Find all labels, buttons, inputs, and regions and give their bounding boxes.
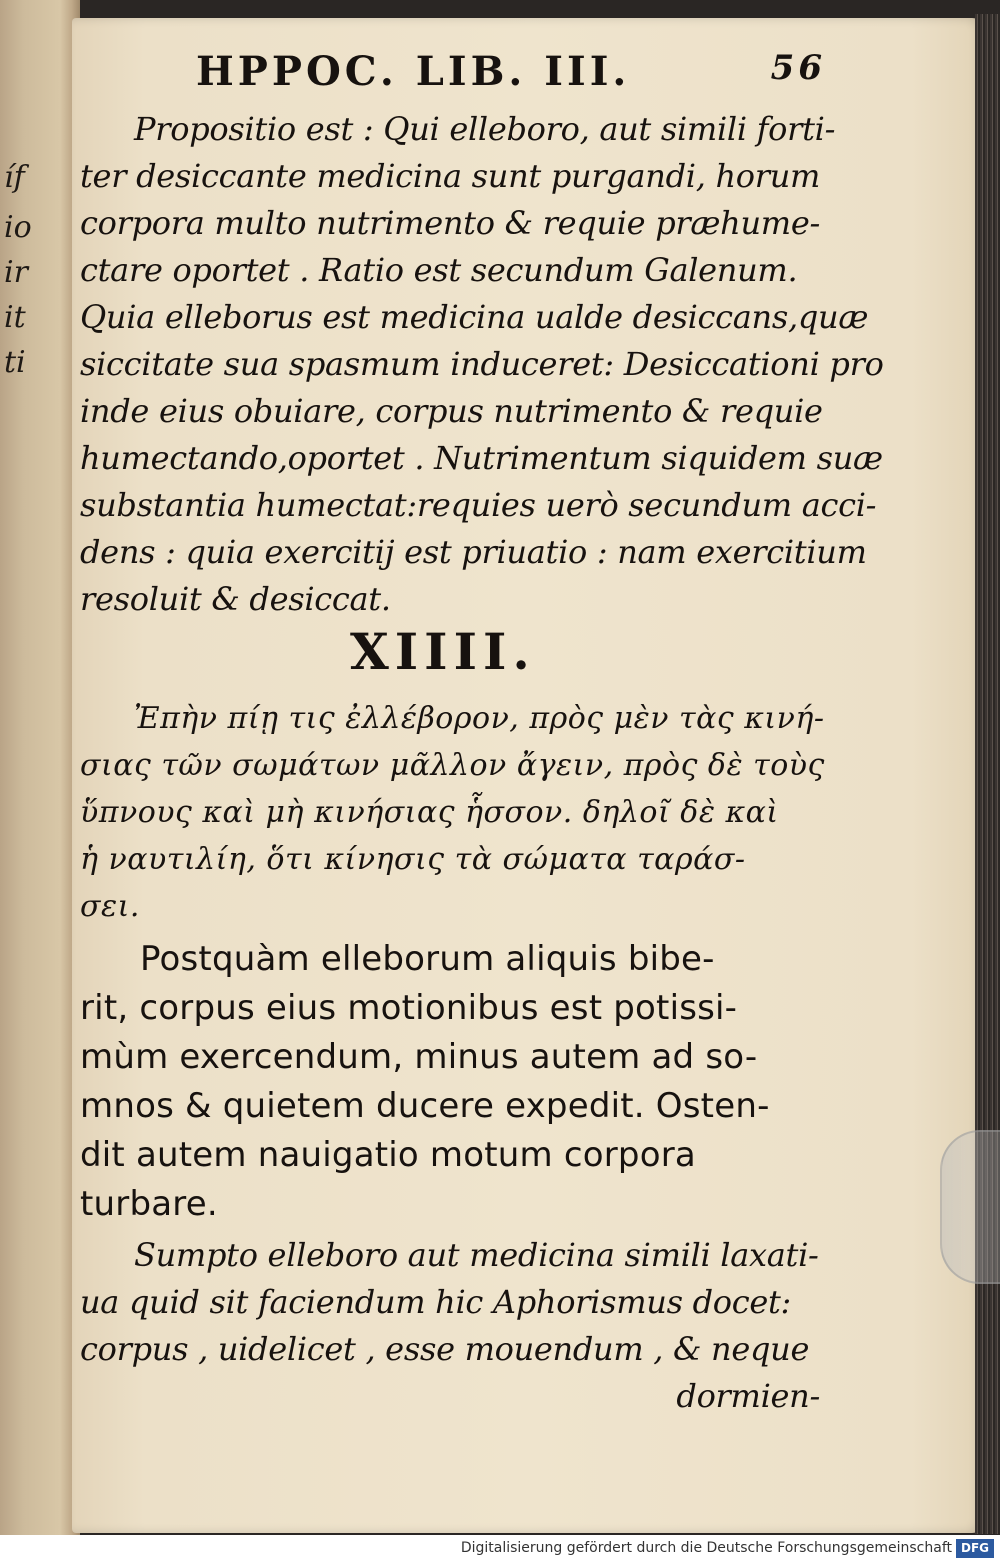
text-line: humectando,oportet . Nutrimentum siquidem suæ: [80, 439, 883, 477]
catchword: dormien-: [676, 1377, 820, 1415]
page-block-edges: [975, 14, 1000, 1534]
latin-translation: [80, 935, 820, 1229]
running-head: [196, 48, 826, 108]
text-line: mnos & quietem ducere expedit. Osten-: [80, 1086, 770, 1126]
text-line: resoluit & desiccat.: [80, 580, 391, 618]
text-line: siccitate sua spasmum induceret: Desiccationi pro: [80, 345, 884, 383]
funding-notice: Digitalisierung gefördert durch die Deutsche Forschungsgemeinschaft: [460, 1540, 952, 1556]
page-number: 56: [770, 48, 826, 88]
text-line: inde eius obuiare, corpus nutrimento & requie: [80, 392, 823, 430]
text-line: Postquàm elleborum aliquis bibe-: [140, 939, 715, 979]
text-line: mùm exercendum, minus autem ad so-: [80, 1037, 758, 1077]
facing-page-fragment: it: [4, 300, 26, 335]
text-line: ua quid sit faciendum hic Aphorismus docet:: [80, 1283, 792, 1321]
text-line: dens : quia exercitij est priuatio : nam exercitium: [80, 533, 867, 571]
text-line: ctare oportet . Ratio est secundum Galenum.: [80, 251, 798, 289]
text-line: Propositio est : Qui elleboro, aut simili forti-: [134, 110, 836, 148]
text-line: turbare.: [80, 1184, 218, 1224]
text-line: σει.: [80, 889, 140, 924]
text-line: ter desiccante medicina sunt purgandi, horum: [80, 157, 821, 195]
text-line: rit, corpus eius motionibus est potissi-: [80, 988, 738, 1028]
aphorism-number: XIIII.: [350, 622, 536, 681]
text-line: corpus , uidelicet , esse mouendum , & neque: [80, 1330, 810, 1368]
facing-page-fragment: io: [4, 210, 32, 245]
commentary-paragraph-1: [80, 106, 884, 623]
text-line: Sumpto elleboro aut medicina simili laxati-: [134, 1236, 819, 1274]
text-line: σιας τῶν σωμάτων μᾶλλον ἄγειν, πρὸς δὲ τοὺς: [80, 748, 825, 783]
text-line: dit autem nauigatio motum corpora: [80, 1135, 696, 1175]
text-line: corpora multo nutrimento & requie præhume-: [80, 204, 820, 242]
dfg-logo: DFG: [956, 1539, 994, 1558]
page-clip: [940, 1130, 1000, 1284]
commentary-paragraph-2: [80, 1232, 820, 1420]
facing-page-fragment: ir: [4, 255, 28, 290]
facing-page-fragment: íf: [4, 160, 25, 195]
facing-page-fragment: ti: [4, 345, 26, 380]
greek-aphorism: [80, 695, 825, 930]
text-line: ἡ ναυτιλίη, ὅτι κίνησις τὰ σώματα ταράσ-: [80, 842, 746, 877]
text-line: Quia elleborus est medicina ualde desiccans,quæ: [80, 298, 869, 336]
text-line: Ἐπὴν πίῃ τις ἐλλέβορον, πρὸς μὲν τὰς κινή-: [134, 701, 825, 736]
running-title: HPPOC. LIB. III.: [196, 48, 631, 95]
digitization-footer: [0, 1535, 1000, 1562]
text-line: ὕπνους καὶ μὴ κινήσιας ἧσσον. δηλοῖ δὲ καὶ: [80, 795, 779, 830]
text-line: substantia humectat:requies uerò secundum acci-: [80, 486, 877, 524]
